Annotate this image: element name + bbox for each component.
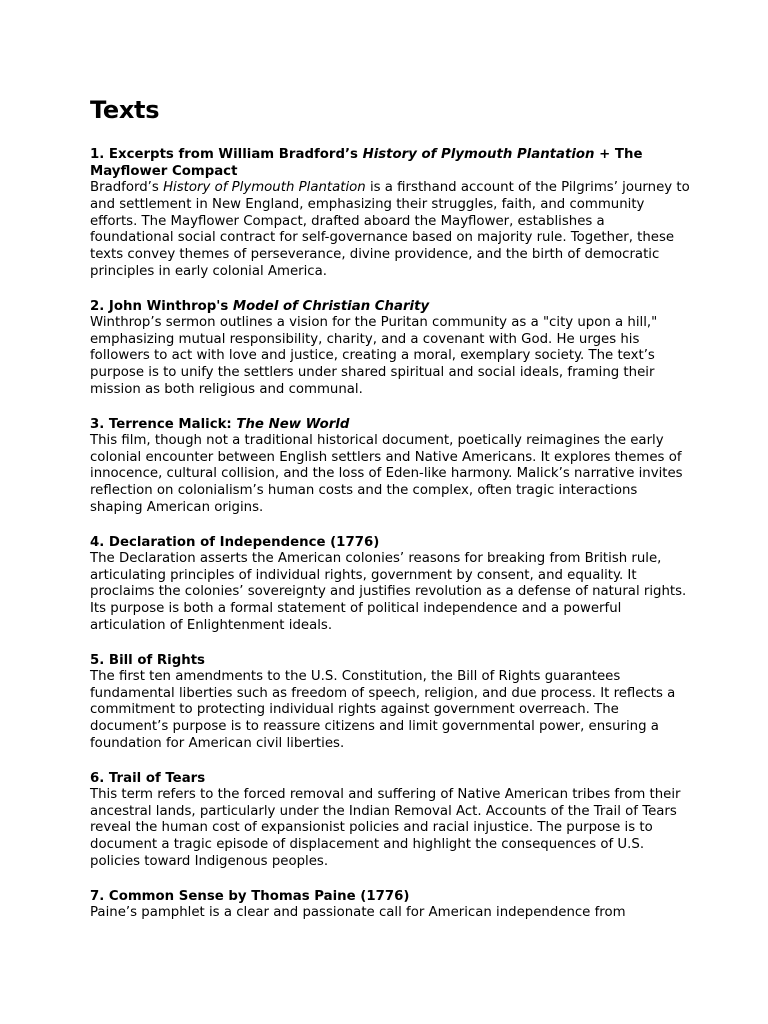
text-entry — [90, 416, 690, 517]
document-page — [90, 92, 690, 939]
entry-description — [90, 433, 690, 517]
heading-text: 5. Bill of Rights — [90, 652, 205, 668]
heading-italic-title: The New World — [236, 416, 350, 432]
heading-text: 3. Terrence Malick: — [90, 416, 237, 432]
entry-heading — [90, 652, 690, 669]
body-text: The Declaration asserts the American colonies’ reasons for breaking from British rule, articulating principles of individual rights, government by consent, and equality. It proclaims the colonies’ sovereignty and justifies revolution as a defense of natural rights. Its purpose is both a formal statement of political independence and a powerful articulation of Enlightenment ideals. — [90, 550, 687, 633]
body-text: This film, though not a traditional historical document, poetically reimagines the early colonial encounter between English settlers and Native Americans. It explores themes of innocence, cultural collision, and the loss of Eden-like harmony. Malick’s narrative invites reflection on colonialism’s human costs and the complex, often tragic interactions shaping American origins. — [90, 432, 683, 515]
text-entry — [90, 534, 690, 635]
body-text: Bradford’s — [90, 180, 164, 195]
page-title: Texts — [90, 96, 160, 124]
text-entry — [90, 298, 690, 399]
text-entry — [90, 888, 690, 922]
heading-text: + The Mayflower Compact — [90, 147, 643, 179]
heading-text: 2. John Winthrop's — [90, 298, 233, 314]
entry-description — [90, 787, 690, 871]
text-entry — [90, 146, 690, 281]
body-text: Paine’s pamphlet is a clear and passionate call for American independence from — [90, 904, 626, 920]
entry-heading — [90, 416, 690, 433]
text-entry — [90, 652, 690, 753]
entry-heading — [90, 298, 690, 315]
entry-description — [90, 180, 690, 281]
heading-italic-title: Model of Christian Charity — [232, 298, 430, 314]
entry-heading — [90, 534, 690, 551]
heading-text: 7. Common Sense by Thomas Paine (1776) — [90, 888, 410, 904]
heading-italic-title: History of Plymouth Plantation — [362, 147, 595, 162]
body-text: This term refers to the forced removal and suffering of Native American tribes from their ancestral lands, particularly under the Indian Removal Act. Accounts of the Trail of Tears reveal the human cost of expansionist policies and racial injustice. The purpose is to document a tragic episode of displacement and highlight the consequences of U.S. policies toward Indigenous peoples. — [90, 786, 681, 869]
body-italic-title: History of Plymouth Plantation — [163, 180, 366, 195]
heading-text: 1. Excerpts from William Bradford’s — [90, 147, 363, 162]
entry-heading — [90, 770, 690, 787]
body-text: Winthrop’s sermon outlines a vision for the Puritan community as a "city upon a hill," emphasizing mutual responsibility, charity, and a covenant with God. He urges his followers to act with love and justice, creating a moral, exemplary society. The text’s purpose is to unify the settlers under shared spiritual and social ideals, framing their mission as both religious and communal. — [90, 314, 658, 397]
entry-heading — [90, 146, 690, 180]
entry-description — [90, 669, 690, 753]
entry-description — [90, 315, 690, 399]
heading-text: 4. Declaration of Independence (1776) — [90, 534, 380, 550]
body-text: is a firsthand account of the Pilgrims’ journey to and settlement in New England, emphasizing their struggles, faith, and community efforts. The Mayflower Compact, drafted aboard the Mayflower, establishes a foundational social contract for self-governance based on majority rule. Together, these texts convey themes of perseverance, divine providence, and the birth of democratic principles in early colonial America. — [90, 180, 690, 279]
text-entry — [90, 770, 690, 871]
body-text: The first ten amendments to the U.S. Constitution, the Bill of Rights guarantees fundamental liberties such as freedom of speech, religion, and due process. It reflects a commitment to protecting individual rights against government overreach. The document’s purpose is to reassure citizens and limit governmental power, ensuring a foundation for American civil liberties. — [90, 668, 676, 751]
entry-description — [90, 551, 690, 635]
entry-description — [90, 905, 690, 922]
entry-list — [90, 146, 690, 922]
heading-text: 6. Trail of Tears — [90, 770, 206, 786]
entry-heading — [90, 888, 690, 905]
